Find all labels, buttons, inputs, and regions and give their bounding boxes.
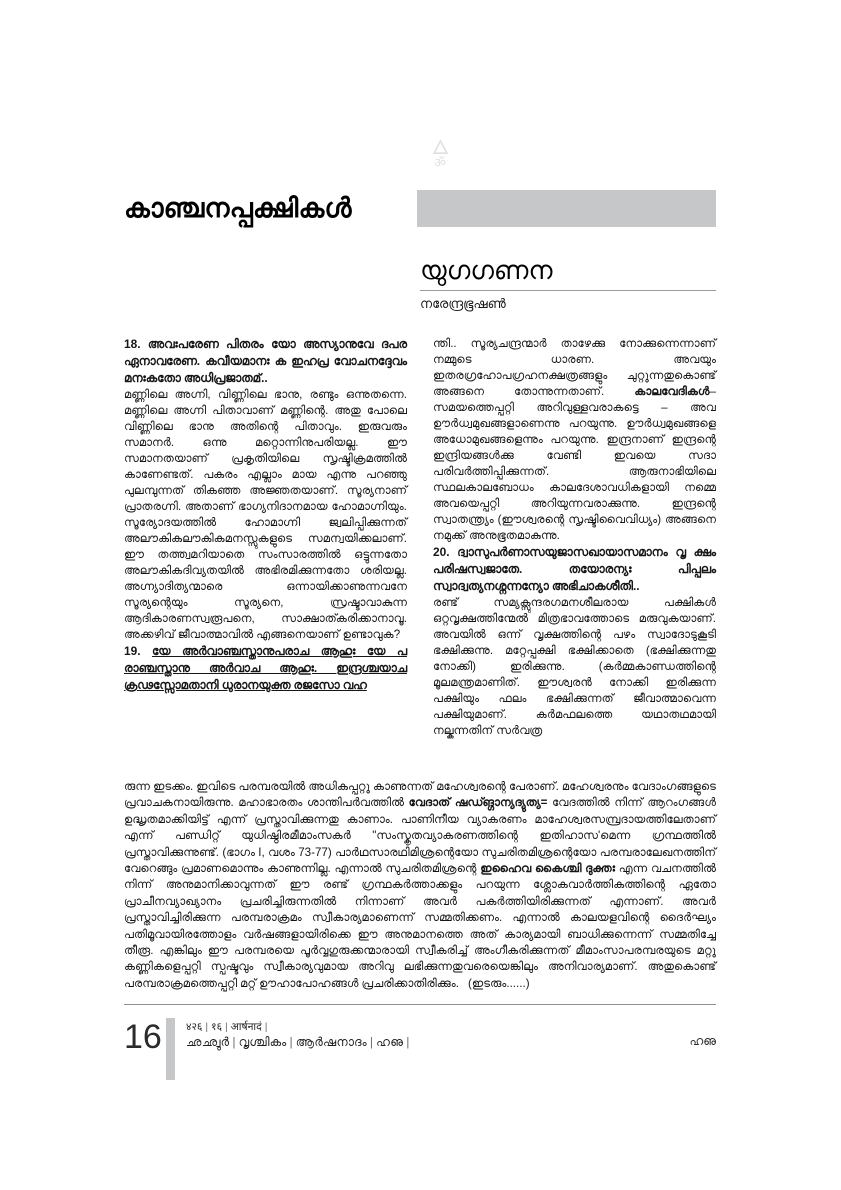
- footer-deva-name: आर्षनादं: [230, 1021, 262, 1033]
- verse-20-number: 20.: [433, 545, 450, 559]
- right-keyword-kalavedikal: കാലവേദികൾ: [634, 385, 710, 398]
- verse-18-number: 18.: [124, 337, 141, 351]
- footer-sep-5: |: [289, 1035, 293, 1049]
- column-right: [433, 336, 716, 739]
- verse-20-line-3: സ്വാദ്വത്യനശ്നന്നന്യോ അഭിചാകശീതി..: [433, 579, 640, 593]
- closing-keyword-2: ഇഹൈവ കൈശ്ചി ദുക്തഃ: [480, 862, 615, 876]
- verse-19-number: 19.: [124, 644, 141, 658]
- footer-metadata: [186, 1020, 606, 1050]
- right-paragraph-3: രണ്ട് സമ്യക്സുന്ദരഗമനശീലരായ പക്ഷികൾ ഒറ്റവൃക്ഷത്തിന്മേൽ മിത്രഭാവത്തോടെ മരുവുകയാണ്. അവയിൽ ഒന്ന് വൃക്ഷത്തിന്റെ പഴം സ്വാദോടുകൂടി ഭക്ഷിക്കുന്നു. മറ്റേപ്പക്ഷി ഭക്ഷിക്കാതെ (ഭക്ഷിക്കുന്നതു നോക്കി) ഇരിക്കുന്നു. (കർമ്മകാണ്ഡത്തിന്റെ മൂലമന്ത്രമാണിത്. ഈശ്വരൻ നോക്കി ഇരിക്കുന്ന പക്ഷിയും ഫലം ഭക്ഷിക്കുന്നത് ജീവാത്മാവെന്ന പക്ഷിയുമാണ്. കർമഫലത്തെ യഥാതഥമായി നല്കുന്നതിന് സർവത്ര: [433, 596, 716, 737]
- footer-mal-title: ആർഷനാദം: [295, 1035, 367, 1049]
- masthead: [124, 188, 716, 232]
- masthead-grey-bar: [417, 190, 716, 227]
- closing-post-text: വേദത്തിൽ നിന്ന് ആറംഗങ്ങൾ ഉദ്ധൃതമാക്കിയിട്ട് എന്ന് പ്രസ്താവിക്കുന്നതു കാണാം. പാണിനീയ വ്യാകരണം മാഹേശ്വരസമ്പ്രദായത്തിലേതാണ് എന്ന് പണ്ഡിറ്റ് യുധിഷ്ഠിരമീമാംസകർ "സംസ്കൃതവ്യാകരണത്തിന്റെ ഇതിഹാസ'മെന്ന ഗ്രന്ഥത്തിൽ പ്രസ്താവിക്കുന്നുണ്ട്. (ഭാഗം I, വശം 73-77) പാർഥസാരഥിമിശ്രന്റെയോ സുചരിതമിശ്രന്റെയോ പരമ്പരാലേഖനത്തിന് വേറെങ്ങും പ്രമാണമൊന്നും കാണുന്നില്ല. എന്നാൽ സുചരിതമിശ്രന്റെ: [124, 796, 716, 876]
- footer-sep-6: |: [369, 1035, 374, 1049]
- closing-paragraph: [124, 779, 716, 992]
- closing-pre-text: രുന്ന ഇടക്കം. ഇവിടെ പരമ്പരയിൽ അധികപ്പറ്റു കാണുന്നത് മഹേശ്വരന്റെ പേരാണ്. മഹേശ്വരനും വേദാംഗങ്ങളുടെ പ്രവാചകനായിരുന്നു. മഹാഭാരതം ശാന്തിപർവത്തിൽ: [124, 780, 716, 810]
- footer-mal-mark: ഹഌ: [376, 1035, 404, 1049]
- right-paragraph-1: [433, 336, 716, 544]
- verse-18-line-2: ദപര ഏനാവരേണ. കവീയമാനഃ ക ഇഹപ്ര: [124, 337, 407, 368]
- footer-sep-2: |: [225, 1021, 228, 1033]
- footer-grey-bar: [166, 1018, 175, 1080]
- footer-sep-1: |: [205, 1021, 209, 1033]
- verse-18-line-3: വോചനദ്ദേവം മനഃകതോ അധിപ്രജാതമ്‌..: [124, 354, 407, 385]
- footer-deva-page: १६: [211, 1021, 223, 1033]
- closing-block: [124, 779, 716, 992]
- om-icon: ॐ: [434, 155, 446, 170]
- footer-sep-7: |: [406, 1035, 410, 1049]
- verse-19-line-2: രാഞ്ചസ്താനു അര്‍വാച ആഹുഃ. ഇന്ദ്രശ്ചയാച: [124, 661, 407, 675]
- article-title: യുഗഗണന: [420, 255, 553, 285]
- series-title: കാഞ്ചനപ്പക്ഷികൾ: [124, 193, 352, 223]
- page-number: 16: [124, 1018, 162, 1056]
- right-paragraph-2-text: – സമയത്തെപ്പറ്റി അറിവുള്ളവരാകട്ടെ – അവ ഊർധ്വമുഖങ്ങളാണെന്നു പറയുന്നു. ഊർധ്വമുഖങ്ങളെ അധോമുഖങ്ങളെന്നും പറയുന്നു. ഇന്ദ്രനാണ് ഇന്ദ്രന്റെ ഇന്ദ്രിയങ്ങൾക്കു വേണ്ടി ഇവയെ സദാ പരിവർത്തിപ്പിക്കുന്നത്. ആരുനാഭിയിലെ സ്ഥലകാലബോധം കാലദേശാവധികളായി നമ്മെ അവയെപ്പറ്റി അറിയുന്നവരാക്കുന്നു. ഇന്ദ്രന്റെ സ്വാതന്ത്ര്യം (ഈശ്വരന്റെ സൃഷ്ടിവൈവിധ്യം) അങ്ങനെ നമുക്ക് അനുഭൂതമാകുന്നു.: [433, 385, 716, 542]
- column-left: [124, 336, 407, 694]
- verse-19-line-3: ക്രഢസ്സോമതാനി ധുരാനയുക്ത രജസോ വഹ: [124, 678, 367, 692]
- article-author: നരേന്ദ്രഭൂഷൺ: [420, 295, 506, 311]
- verse-18-block: [124, 336, 407, 387]
- closing-keyword-1: വേദാത് ഷഡ്ങ്ഗാന്യദ്യുത്യ=: [408, 796, 548, 810]
- verse-20-line-2: ക്ഷം പരിഷസ്വജാതേ. തയോരന്യഃ പിപ്പലം: [433, 545, 716, 576]
- verse-19-line-1: യേ അര്‍വാഞ്ചസ്താനുപരാച ആഹുഃ യേ പ: [151, 644, 407, 658]
- footer-devanagari-line: [186, 1020, 606, 1035]
- page-footer: [124, 1012, 716, 1084]
- verse-20-line-1: ദ്വാസുപര്‍ണാസയുജാസഖായാസമാനം വൃ: [457, 545, 686, 559]
- footer-divider: [124, 1004, 716, 1005]
- right-paragraph-1-text: ന്തി.. സൂര്യചന്ദ്രന്മാർ താഴേക്കു നോക്കുന്നെന്നാണ് നമ്മുടെ ധാരണ. അവയും ഇതരഗ്രഹോപഗ്രഹനക്ഷത്രങ്ങളും ചുറ്റുന്നതുകൊണ്ട് അങ്ങനെ തോന്നുന്നതാണ്.: [433, 337, 716, 398]
- footer-sep-3: |: [264, 1021, 268, 1033]
- title-divider: [420, 290, 716, 291]
- verse-20-block: [433, 544, 716, 595]
- flame-om-watermark-icon: [415, 138, 465, 184]
- verse-18-line-1: അവഃപരേണ പിതരം യോ അസ്യാനുവേ: [147, 337, 374, 351]
- left-paragraph-1: മണ്ണിലെ അഗ്നി, വിണ്ണിലെ ഭാനു, രണ്ടും ഒന്നുതന്നെ. മണ്ണിലെ അഗ്നി പിതാവാണ് മണ്ണിന്റെ. അതു പോലെ വിണ്ണിലെ ഭാനു അതിന്റെ പിതാവും. ഇരുവരും സമാനർ. ഒന്നു മറ്റൊന്നിനുപരിയല്ല. ഈ സമാനതയാണ് പ്രകൃതിയിലെ സൃഷ്ടിക്രമത്തിൽ കാണേണ്ടത്. പകരം എല്ലാം മായ എന്നു പറഞ്ഞു പുലമ്പുന്നത് തികഞ്ഞ അജ്ഞതയാണ്. സൂര്യനാണ് പ്രാതരഗ്നി. അതാണ് ഭാഗ്യനിദാനമായ ഹോമാഗ്നിയും. സൂര്യോദയത്തിൽ ഹോമാഗ്നി ജ്വലിപ്പിക്കുന്നത് അലൗകികലൗകികമനസ്സുകളുടെ സമന്വയിക്കലാണ്. ഈ തത്ത്വമറിയാതെ സംസാരത്തിൽ ഒട്ടുന്നതോ അലൗകികദിവ്യതയിൽ അഭിരമിക്കുന്നതോ ശരിയല്ല. അഗ്ന്യാദിത്യന്മാരെ ഒന്നായിക്കാണുന്നവനേ സൂര്യന്റെയും സൂര്യനെ, സ്രഷ്ടാവാകുന്ന ആദികാരണസ്വരൂപനെ, സാക്ഷാത്കരിക്കാനാവൂ. അക്കഴിവ് ജീവാത്മാവിൽ എങ്ങനെയാണ് ഉണ്ടാവുക?: [124, 388, 407, 641]
- footer-mal-month: വൃശ്ചികം: [238, 1035, 287, 1049]
- flame-icon: 🜂: [431, 137, 449, 159]
- verse-19-block: [124, 643, 407, 694]
- footer-sep-4: |: [232, 1035, 236, 1049]
- body-columns: [124, 336, 716, 778]
- footer-right-mark: ഹഌ: [689, 1034, 716, 1048]
- footer-malayalam-line: [186, 1035, 606, 1050]
- closing-tail-text: എന്ന വചനത്തിൽ നിന്ന് അനുമാനിക്കാവുന്നത് ഈ രണ്ട് ഗ്രന്ഥകർത്താക്കളും പറയുന്ന ശ്ലോകവാർത്തികത്തിന്റെ ഏതോ പ്രാചീനവ്യാഖ്യാനം പ്രചരിച്ചിരുന്നതിൽ നിന്നാണ് അവർ പകർത്തിയിരിക്കുന്നത് എന്നാണ്. അവർ പ്രസ്താവിച്ചിരിക്കുന്ന പരമ്പരാക്രമം സ്വീകാര്യമാണെന്ന് സമ്മതിക്കണം. എന്നാൽ കാലയളവിന്റെ ദൈർഘ്യം പതിമൂവായിരത്തോളം വർഷങ്ങളായിരിക്കെ ഈ അനുമാനത്തെ അത് കാര്യമായി ബാധിക്കുന്നെന്ന് സമ്മതിച്ചേ തീരൂ. എങ്കിലും ഈ പരമ്പരയെ പൂർവ്വഗുരുക്കന്മാരായി സ്വീകരിച്ച് അംഗീകരിക്കുന്നത് മീമാംസാപരമ്പരയുടെ മറ്റു കണ്ണികളെപ്പറ്റി സ്പഷ്ടവും സ്വീകാര്യവുമായ അറിവു ലഭിക്കുന്നതുവരെയെങ്കിലും അനിവാര്യമാണ്. അതുകൊണ്ട് പരമ്പരാക്രമത്തെപ്പറ്റി മറ്റ് ഊഹാപോഹങ്ങൾ പ്രചരിക്കാതിരിക്കും.: [124, 862, 716, 990]
- footer-deva-issue: ४२६: [186, 1021, 203, 1033]
- footer-mal-year: ഛഛ്വുർ: [186, 1035, 230, 1049]
- article-header: [420, 256, 716, 311]
- continuation-marker: (ഇടരും......): [468, 976, 530, 990]
